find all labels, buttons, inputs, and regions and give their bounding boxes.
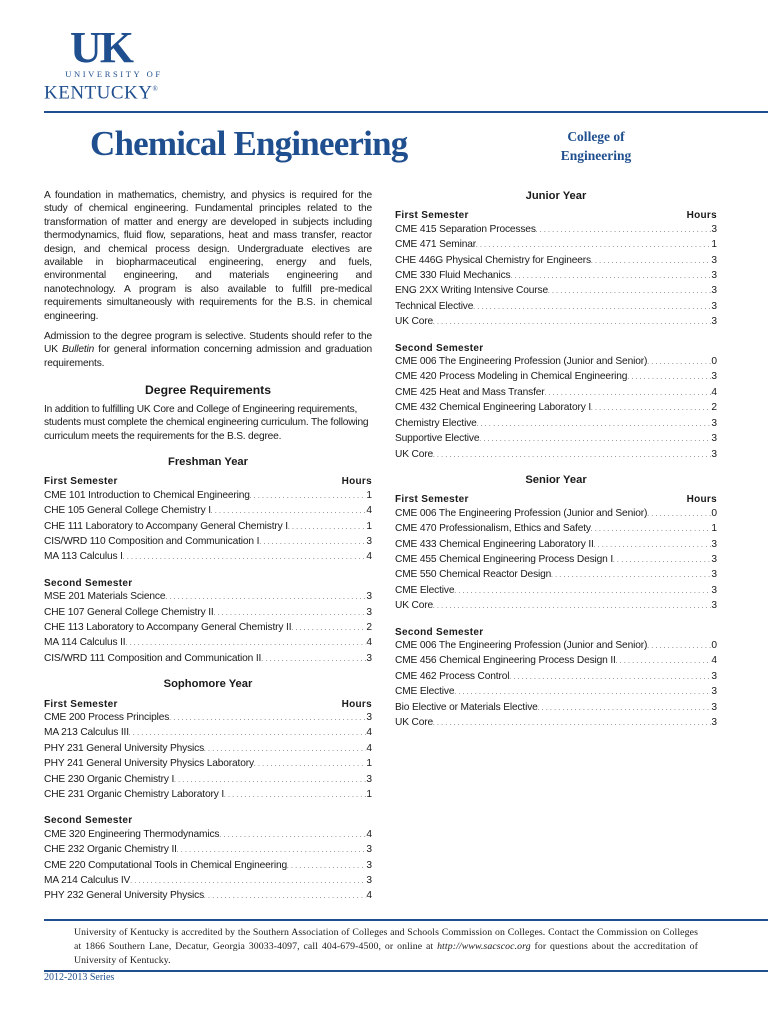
- course-hours: 3: [711, 448, 717, 460]
- course-row: [395, 300, 717, 315]
- sacscoc-link[interactable]: http://www.sacscoc.org: [437, 941, 531, 952]
- course-hours: 4: [366, 742, 372, 754]
- course-row: [395, 386, 717, 401]
- course-row: [395, 370, 717, 385]
- course-name: MA 114 Calculus II: [44, 637, 126, 649]
- course-name: UK Core: [395, 717, 434, 728]
- course-name: UK Core: [395, 448, 434, 460]
- semester-header: [44, 475, 372, 488]
- course-hours: 1: [366, 758, 372, 770]
- dot-leader: [510, 269, 711, 284]
- dot-leader: [204, 742, 366, 757]
- course-row: [44, 859, 372, 874]
- course-name: MSE 201 Materials Science: [44, 591, 166, 603]
- dot-leader: [548, 284, 711, 299]
- course-hours: 3: [366, 875, 372, 887]
- accreditation-text: [74, 926, 698, 968]
- course-row: [395, 448, 717, 463]
- course-list: [395, 355, 717, 463]
- course-hours: 3: [711, 417, 717, 429]
- course-row: [44, 788, 372, 803]
- dot-leader: [204, 889, 366, 904]
- course-hours: 3: [711, 538, 717, 550]
- uk-logo: [44, 23, 184, 104]
- course-row: [44, 843, 372, 858]
- year-title: Senior Year: [525, 473, 587, 486]
- semester-header: [44, 698, 372, 711]
- course-name: CME 420 Process Modeling in Chemical Engineering: [395, 371, 628, 383]
- course-name: PHY 232 General University Physics: [44, 890, 205, 902]
- course-name: CHE 232 Organic Chemistry II: [44, 844, 177, 856]
- course-row: [44, 726, 372, 741]
- left-column: [44, 189, 372, 916]
- course-hours: 3: [366, 652, 372, 664]
- course-row: [395, 538, 717, 553]
- course-row: [395, 701, 717, 716]
- course-hours: 3: [366, 844, 372, 856]
- dot-leader: [509, 670, 711, 685]
- course-name: CME 455 Chemical Engineering Process Design I: [395, 553, 614, 565]
- course-list: [395, 639, 717, 731]
- course-hours: 4: [711, 386, 717, 398]
- course-name: CME 550 Chemical Reactor Design: [395, 569, 552, 581]
- dot-leader: [591, 522, 711, 537]
- course-name: CME Elective: [395, 584, 455, 596]
- course-row: [395, 584, 717, 599]
- course-row: [395, 315, 717, 330]
- dot-leader: [594, 538, 712, 553]
- dot-leader: [261, 652, 366, 667]
- course-hours: 3: [366, 859, 372, 871]
- course-name: CME 456 Chemical Engineering Process Design II: [395, 655, 616, 667]
- dot-leader: [259, 535, 366, 550]
- course-hours: 3: [711, 584, 717, 596]
- course-hours: 4: [366, 505, 372, 517]
- course-list: [44, 590, 372, 667]
- course-row: [395, 685, 717, 700]
- dot-leader: [479, 432, 711, 447]
- year-title: Freshman Year: [167, 455, 249, 468]
- semester-header: [44, 814, 372, 827]
- course-name: PHY 231 General University Physics: [44, 742, 205, 754]
- course-name: CME 425 Heat and Mass Transfer: [395, 386, 545, 398]
- course-name: CME 006 The Engineering Profession (Junior and Senior): [395, 507, 648, 519]
- course-name: CME 432 Chemical Engineering Laboratory I: [395, 402, 592, 414]
- course-hours: 0: [711, 356, 717, 368]
- course-hours: 3: [366, 712, 372, 723]
- course-row: [44, 889, 372, 904]
- course-row: [395, 716, 717, 731]
- dot-leader: [591, 254, 711, 269]
- course-row: [44, 590, 372, 605]
- course-name: CIS/WRD 111 Composition and Communication II: [44, 652, 262, 664]
- course-row: [395, 654, 717, 669]
- semester-title: Second Semester: [44, 815, 133, 827]
- dot-leader: [214, 606, 367, 621]
- course-hours: 3: [711, 670, 717, 682]
- course-row: [44, 520, 372, 535]
- logo-kentucky: [44, 79, 184, 103]
- dot-leader: [647, 507, 711, 522]
- semester-header: [395, 209, 717, 222]
- course-hours: 3: [711, 316, 717, 328]
- bulletin-italic: Bulletin: [61, 344, 95, 356]
- course-row: [395, 639, 717, 654]
- course-row: [395, 284, 717, 299]
- semester-title: Second Semester: [44, 577, 133, 589]
- course-hours: 4: [366, 828, 372, 840]
- course-hours: 1: [366, 489, 372, 501]
- degree-requirements-intro: In addition to fulfilling UK Core and College of Engineering requirements, students must complete the chemical engineering curriculum. The following curriculum meets the requirements for the B.S. degree.: [44, 403, 369, 442]
- course-hours: 4: [366, 637, 372, 649]
- hours-label: Hours: [341, 476, 372, 488]
- course-name: MA 214 Calculus IV: [44, 875, 131, 887]
- course-row: [44, 504, 372, 519]
- dot-leader: [291, 621, 366, 636]
- dot-leader: [613, 553, 711, 568]
- course-name: CME 006 The Engineering Profession (Junior and Senior): [395, 356, 648, 368]
- course-name: ENG 2XX Writing Intensive Course: [395, 285, 548, 297]
- course-row: [44, 742, 372, 757]
- dot-leader: [224, 788, 366, 803]
- hours-label: Hours: [341, 698, 372, 710]
- course-hours: 1: [366, 789, 372, 801]
- college-line-2: Engineering: [560, 148, 632, 163]
- logo-uk-mark: UK: [70, 23, 132, 72]
- dot-leader: [433, 716, 711, 731]
- year-junior: [395, 190, 717, 463]
- course-hours: 3: [711, 433, 717, 445]
- course-hours: 2: [711, 402, 717, 414]
- course-hours: 3: [711, 553, 717, 565]
- course-row: [44, 874, 372, 889]
- course-name: CME 330 Fluid Mechanics: [395, 270, 511, 282]
- course-row: [395, 269, 717, 284]
- dot-leader: [647, 639, 711, 654]
- dot-leader: [538, 701, 712, 716]
- course-name: CME 433 Chemical Engineering Laboratory II: [395, 538, 594, 550]
- header-rule: [44, 111, 768, 113]
- dot-leader: [476, 238, 711, 253]
- course-hours: 3: [711, 254, 717, 266]
- college-name: [540, 127, 652, 165]
- dot-leader: [616, 654, 712, 669]
- semester-header: [395, 626, 717, 639]
- series-label: 2012-2013 Series: [44, 972, 115, 983]
- dot-leader: [477, 417, 712, 432]
- semester-block: [395, 626, 717, 732]
- course-hours: 3: [711, 717, 717, 728]
- logo-university-of: UNIVERSITY OF: [65, 69, 163, 79]
- course-name: CME 220 Computational Tools in Chemical Engineering: [44, 859, 288, 871]
- course-row: [395, 355, 717, 370]
- dot-leader: [536, 223, 712, 238]
- course-name: CME 471 Seminar: [395, 239, 476, 251]
- semester-title: Second Semester: [395, 342, 484, 354]
- course-name: CHE 231 Organic Chemistry Laboratory I: [44, 789, 225, 801]
- course-name: MA 113 Calculus I: [44, 551, 123, 563]
- course-hours: 3: [711, 371, 717, 383]
- course-hours: 3: [711, 223, 717, 235]
- dot-leader: [433, 448, 711, 463]
- course-name: Supportive Elective: [395, 433, 480, 445]
- course-hours: 4: [711, 655, 717, 667]
- dot-leader: [545, 386, 712, 401]
- semester-title: First Semester: [44, 698, 118, 710]
- course-hours: 0: [711, 639, 717, 651]
- course-name: MA 213 Calculus III: [44, 727, 129, 739]
- dot-leader: [129, 726, 366, 741]
- accreditation-after: for questions about the accreditation of University of Kentucky.: [74, 941, 698, 966]
- course-hours: 3: [711, 569, 717, 581]
- semester-title: First Semester: [395, 494, 469, 506]
- course-name: CIS/WRD 110 Composition and Communication I: [44, 535, 260, 547]
- course-hours: 3: [711, 701, 717, 713]
- dot-leader: [433, 315, 711, 330]
- accreditation-before: University of Kentucky is accredited by the Southern Association of Colleges and Schools Commission on Colleges. Contact the Commission on Colleges at 1866 Southern Lane, Decatur, Georgia 30033-4097, call 404-679-4500, or online at: [74, 927, 698, 952]
- course-name: CHE 107 General College Chemistry II: [44, 606, 214, 618]
- semester-header: [44, 577, 372, 590]
- dot-leader: [454, 584, 711, 599]
- dot-leader: [130, 874, 366, 889]
- course-hours: 4: [366, 551, 372, 563]
- course-row: [395, 507, 717, 522]
- dot-leader: [473, 300, 711, 315]
- semester-header: [395, 342, 717, 355]
- course-name: UK Core: [395, 316, 434, 328]
- course-row: [395, 223, 717, 238]
- dot-leader: [174, 773, 366, 788]
- course-name: CME 470 Professionalism, Ethics and Safety: [395, 523, 591, 535]
- dot-leader: [551, 568, 711, 583]
- dot-leader: [123, 550, 367, 565]
- year-senior: [395, 474, 717, 732]
- course-hours: 3: [366, 606, 372, 618]
- course-hours: 3: [711, 600, 717, 612]
- dot-leader: [591, 401, 711, 416]
- semester-block: [44, 698, 372, 804]
- dot-leader: [165, 590, 366, 605]
- course-name: Chemistry Elective: [395, 417, 477, 429]
- hours-label: Hours: [686, 494, 717, 506]
- course-row: [44, 757, 372, 772]
- dot-leader: [287, 859, 366, 874]
- course-name: CME 006 The Engineering Profession (Junior and Senior): [395, 639, 648, 651]
- course-name: CME 462 Process Control: [395, 670, 510, 682]
- dot-leader: [254, 757, 366, 772]
- course-name: CME 415 Separation Processes: [395, 223, 536, 235]
- course-row: [44, 535, 372, 550]
- semester-title: First Semester: [44, 476, 118, 488]
- intro-paragraph-2: [44, 330, 372, 370]
- course-hours: 1: [711, 239, 717, 251]
- course-name: CHE 230 Organic Chemistry I: [44, 773, 175, 785]
- semester-block: [44, 814, 372, 904]
- course-row: [395, 254, 717, 269]
- course-row: [44, 828, 372, 843]
- semester-block: [44, 577, 372, 667]
- course-row: [44, 652, 372, 667]
- course-hours: 1: [366, 520, 372, 532]
- dot-leader: [177, 843, 367, 858]
- course-name: Technical Elective: [395, 300, 474, 312]
- dot-leader: [433, 599, 711, 614]
- course-row: [395, 417, 717, 432]
- course-row: [44, 636, 372, 651]
- course-hours: 0: [711, 507, 717, 519]
- course-row: [395, 553, 717, 568]
- course-name: Bio Elective or Materials Elective: [395, 701, 538, 713]
- course-name: CME 101 Introduction to Chemical Engineering: [44, 489, 250, 501]
- course-name: CME Elective: [395, 686, 455, 698]
- degree-requirements-heading: Degree Requirements: [145, 383, 271, 398]
- course-name: PHY 241 General University Physics Laboratory: [44, 758, 254, 770]
- course-row: [44, 550, 372, 565]
- course-hours: 3: [711, 270, 717, 282]
- course-hours: 4: [366, 890, 372, 902]
- dot-leader: [627, 370, 711, 385]
- semester-title: Second Semester: [395, 626, 484, 638]
- semester-block: [395, 209, 717, 330]
- dot-leader: [250, 489, 367, 504]
- course-hours: 2: [366, 621, 372, 633]
- course-row: [44, 489, 372, 504]
- semester-block: [395, 342, 717, 463]
- semester-title: First Semester: [395, 210, 469, 222]
- course-hours: 3: [366, 591, 372, 603]
- dot-leader: [211, 504, 366, 519]
- dot-leader: [647, 355, 711, 370]
- course-row: [395, 401, 717, 416]
- course-row: [44, 606, 372, 621]
- course-list: [44, 489, 372, 566]
- course-name: UK Core: [395, 600, 434, 612]
- course-hours: 1: [711, 523, 717, 535]
- intro-2-after: for general information concerning admission and graduation requirements.: [44, 344, 372, 369]
- course-row: [395, 522, 717, 537]
- hours-label: Hours: [686, 210, 717, 222]
- semester-header: [395, 493, 717, 506]
- year-sophomore: [44, 678, 372, 905]
- intro-paragraph-1: A foundation in mathematics, chemistry, and physics is required for the study of chemical engineering. Fundamental principles related to the transformation of matter and energy are developed in subjects including thermodynamics, fluid flow, separations, heat and mass transfer, reactor design, and chemical process design. Undergraduate electives are available in biopharmaceutical engineering, energy and fuels, environmental engineering, and materials engineering and nanotechnology. A program is also available to fulfill pre-medical requirements simultaneously with requirements for the B.S. in chemical engineering.: [44, 190, 372, 322]
- course-row: [395, 238, 717, 253]
- college-line-1: College of: [567, 129, 625, 144]
- course-row: [44, 621, 372, 636]
- course-row: [395, 568, 717, 583]
- year-title: Sophomore Year: [163, 678, 253, 691]
- page-title: Chemical Engineering: [90, 124, 408, 163]
- course-hours: 3: [711, 300, 717, 312]
- dot-leader: [125, 636, 366, 651]
- course-row: [44, 711, 372, 726]
- course-row: [44, 773, 372, 788]
- course-list: [395, 507, 717, 615]
- course-hours: 3: [366, 535, 372, 547]
- course-row: [395, 670, 717, 685]
- semester-block: [44, 475, 372, 565]
- course-list: [395, 223, 717, 331]
- right-column: [395, 190, 717, 742]
- course-name: CHE 111 Laboratory to Accompany General Chemistry I: [44, 520, 288, 532]
- dot-leader: [169, 711, 366, 726]
- course-name: CME 320 Engineering Thermodynamics: [44, 828, 220, 840]
- course-row: [395, 432, 717, 447]
- dot-leader: [219, 828, 366, 843]
- course-name: CHE 113 Laboratory to Accompany General Chemistry II: [44, 621, 292, 633]
- intro-2-before: Admission to the degree program is selective. Students should refer to the UK: [44, 331, 372, 356]
- course-name: CHE 105 General College Chemistry I: [44, 505, 211, 517]
- course-hours: 3: [711, 285, 717, 297]
- course-name: CHE 446G Physical Chemistry for Engineers: [395, 254, 591, 266]
- course-hours: 3: [366, 773, 372, 785]
- dot-leader: [288, 520, 366, 535]
- semester-block: [395, 493, 717, 614]
- course-list: [44, 828, 372, 905]
- logo-registered-mark: ®: [152, 85, 159, 93]
- dot-leader: [454, 685, 711, 700]
- course-list: [44, 711, 372, 803]
- logo-kentucky-text: KENTUCKY: [44, 82, 153, 104]
- course-hours: 3: [711, 686, 717, 698]
- year-title: Junior Year: [525, 190, 587, 202]
- course-row: [395, 599, 717, 614]
- course-hours: 4: [366, 727, 372, 739]
- course-name: CME 200 Process Principles: [44, 712, 170, 723]
- year-freshman: [44, 456, 372, 667]
